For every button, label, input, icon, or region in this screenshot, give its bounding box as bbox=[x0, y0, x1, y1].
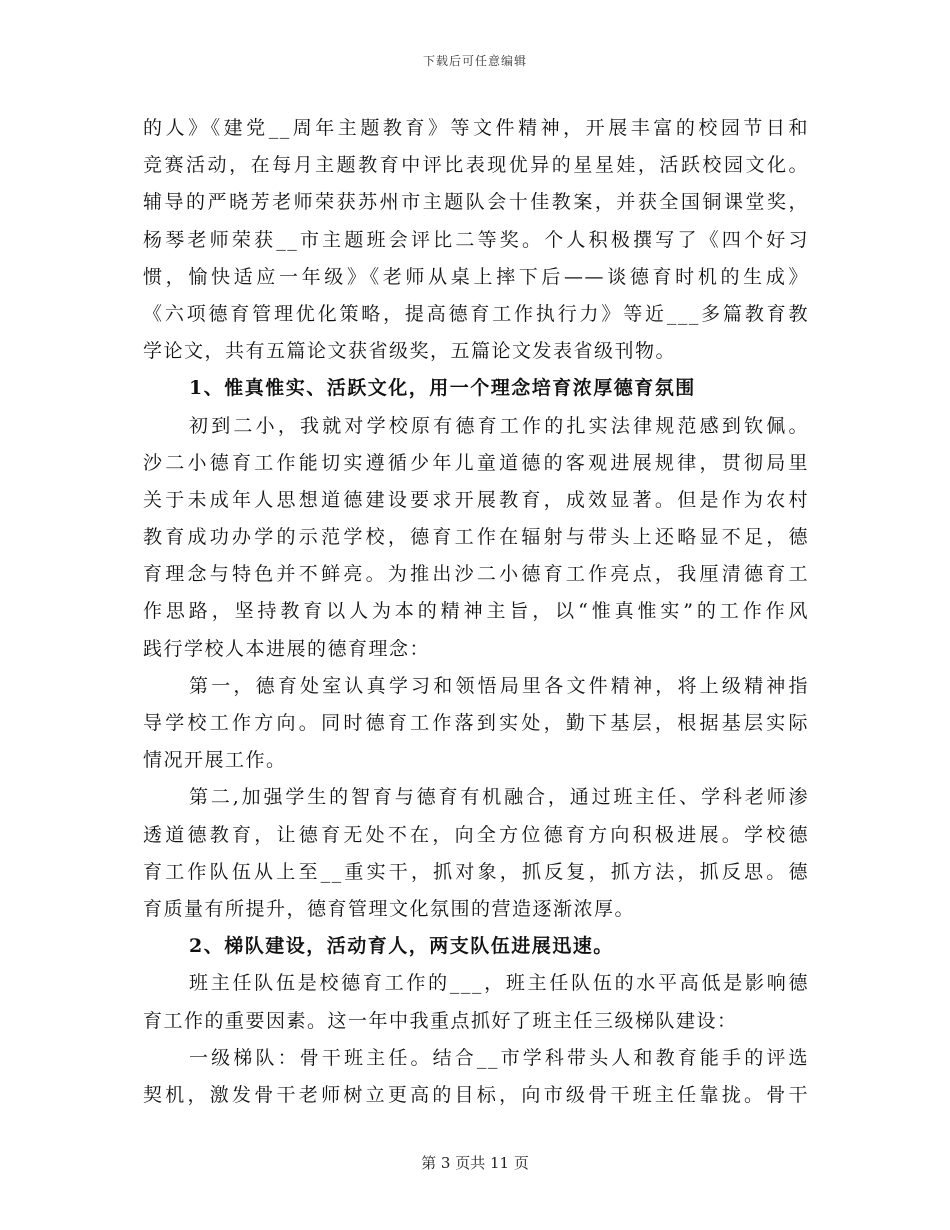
text-line: 导学校工作方向。同时德育工作落到实处，勤下基层，根据基层实际 bbox=[143, 712, 809, 734]
text-line: 初到二小，我就对学校原有德育工作的扎实法律规范感到钦佩。 bbox=[189, 414, 809, 437]
text-line: 作思路，坚持教育以人为本的精神主旨，以“惟真惟实”的工作作风 bbox=[143, 600, 809, 623]
text-line: 教育成功办学的示范学校，德育工作在辐射与带头上还略显不足，德 bbox=[143, 526, 809, 549]
text-line: 关于未成年人思想道德建设要求开展教育，成效显著。但是作为农村 bbox=[143, 488, 809, 511]
text-line: 透道德教育，让德育无处不在，向全方位德育方向积极进展。学校德 bbox=[143, 823, 809, 846]
text-line: 竞赛活动，在每月主题教育中评比表现优异的星星娃，活跃校园文化。 bbox=[143, 154, 809, 177]
text-line: 一级梯队：骨干班主任。结合__市学科带头人和教育能手的评选 bbox=[189, 1046, 809, 1069]
text-line: 契机，激发骨干老师树立更高的目标，向市级骨干班主任靠拢。骨干 bbox=[143, 1083, 809, 1106]
text-line: 情况开展工作。 bbox=[143, 749, 287, 772]
text-line: 育工作的重要因素。这一年中我重点抓好了班主任三级梯队建设： bbox=[143, 1009, 738, 1032]
document-body bbox=[143, 110, 809, 1114]
text-line: 沙二小德育工作能切实遵循少年儿童道德的客观进展规律，贯彻局里 bbox=[143, 451, 809, 474]
text-line: 的人》《建党__周年主题教育》等文件精神，开展丰富的校园节日和 bbox=[143, 117, 809, 139]
text-line: 《六项德育管理优化策略，提高德育工作执行力》等近___多篇教育教 bbox=[143, 302, 809, 325]
text-line: 践行学校人本进展的德育理念： bbox=[143, 637, 431, 660]
text-line: 班主任队伍是校德育工作的___，班主任队伍的水平高低是影响德 bbox=[189, 972, 809, 995]
text-line: 惯，愉快适应一年级》《老师从桌上摔下后——谈德育时机的生成》 bbox=[143, 265, 809, 288]
page-number: 第 3 页共 11 页 bbox=[421, 1154, 529, 1172]
text-line: 第二,加强学生的智育与德育有机融合，通过班主任、学科老师渗 bbox=[189, 786, 809, 809]
text-line: 辅导的严晓芳老师荣获苏州市主题队会十佳教案，并获全国铜课堂奖， bbox=[143, 191, 809, 214]
text-line: 杨琴老师荣获__市主题班会评比二等奖。个人积极撰写了《四个好习 bbox=[143, 228, 809, 251]
page-header-note: 下载后可任意编辑 bbox=[422, 54, 527, 68]
text-line: 学论文，共有五篇论文获省级奖，五篇论文发表省级刊物。 bbox=[143, 340, 677, 363]
text-line: 第一，德育处室认真学习和领悟局里各文件精神，将上级精神指 bbox=[189, 674, 809, 697]
text-line: 育质量有所提升，德育管理文化氛围的营造逐渐浓厚。 bbox=[143, 897, 636, 920]
section-heading: 1、惟真惟实、活跃文化，用一个理念培育浓厚德育氛围 bbox=[189, 377, 696, 400]
section-heading: 2、梯队建设，活动育人，两支队伍进展迅速。 bbox=[189, 935, 614, 958]
text-line: 育理念与特色并不鲜亮。为推出沙二小德育工作亮点，我厘清德育工 bbox=[143, 563, 809, 586]
text-line: 育工作队伍从上至__重实干，抓对象，抓反复，抓方法，抓反思。德 bbox=[143, 860, 809, 883]
